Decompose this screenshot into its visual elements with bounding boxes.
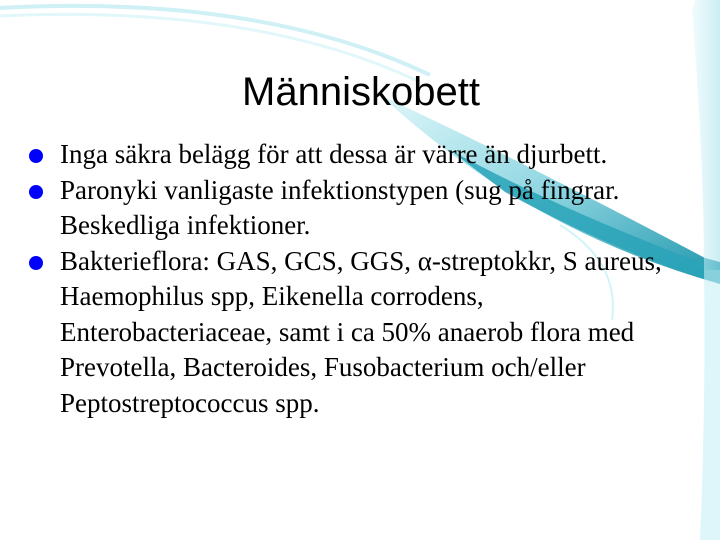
bullet-list — [29, 137, 689, 421]
bullet-text: Bakterieflora: GAS, GCS, GGS, α-streptokkr, S aureus, Haemophilus spp, Eikenella corrodens, Enterobacteriaceae, samt i ca 50% anaerob flora med Prevotella, Bacteroides, Fusobacterium och/eller Peptostreptococcus spp. — [60, 245, 662, 418]
bullet-dot-icon — [29, 185, 43, 199]
bullet-dot-icon — [29, 149, 43, 163]
bullet-item — [29, 137, 689, 173]
slide-title: Människobett — [242, 70, 480, 114]
bullet-text: Inga säkra belägg för att dessa är värre än djurbett. — [60, 139, 608, 169]
bullet-dot-icon — [29, 256, 43, 270]
bullet-text: Paronyki vanligaste infektionstypen (sug på fingrar. Beskedliga infektioner. — [60, 174, 620, 240]
bullet-item — [29, 173, 689, 244]
bullet-item — [29, 244, 689, 422]
